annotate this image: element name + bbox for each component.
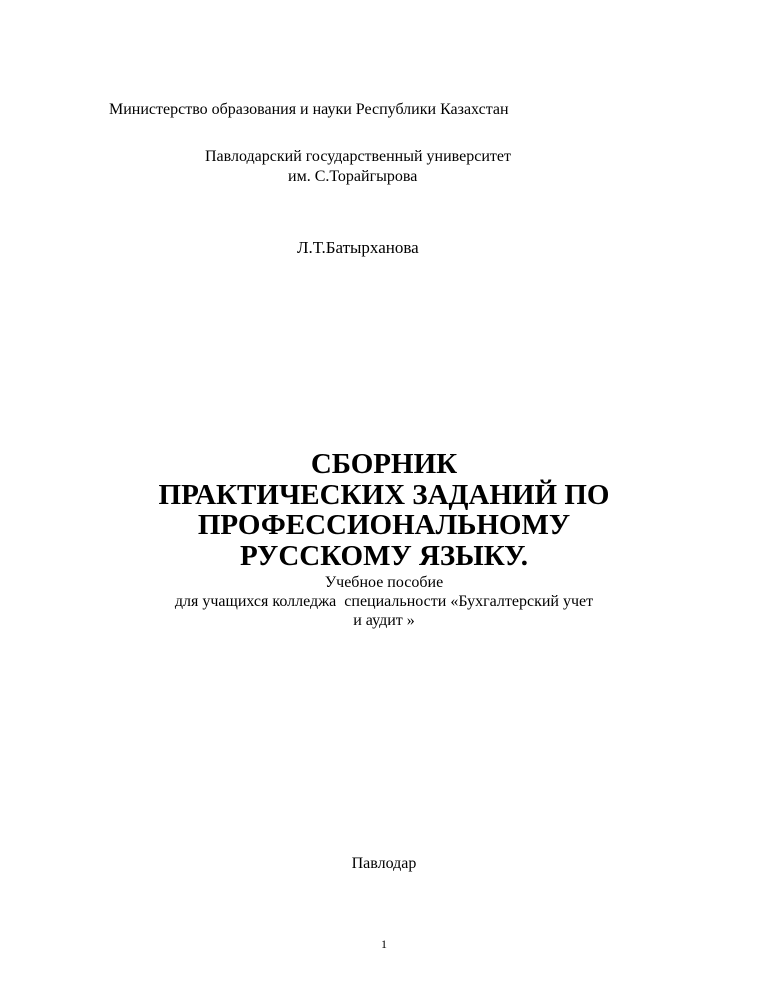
university-name-suffix: им. С.Торайгырова: [288, 168, 418, 185]
document-subtitle: [0, 573, 768, 630]
title-line: ПРОФЕССИОНАЛЬНОМУ: [197, 509, 571, 541]
document-title: [0, 449, 768, 571]
title-line: РУССКОМУ ЯЗЫКУ.: [240, 539, 528, 572]
publication-city: Павлодар: [351, 855, 417, 872]
subtitle-line: и аудит »: [353, 612, 415, 629]
university-name: Павлодарский государственный университет: [205, 148, 511, 165]
ministry-heading: Министерство образования и науки Республики Казахстан: [109, 101, 509, 118]
page-number: 1: [381, 937, 387, 951]
subtitle-line: для учащихся колледжа специальности «Бухгалтерский учет: [174, 593, 594, 610]
subtitle-line: Учебное пособие: [324, 574, 444, 591]
title-line: СБОРНИК: [310, 448, 458, 480]
author-name: Л.Т.Батырханова: [297, 238, 419, 257]
title-line: ПРАКТИЧЕСКИХ ЗАДАНИЙ ПО: [158, 478, 610, 511]
